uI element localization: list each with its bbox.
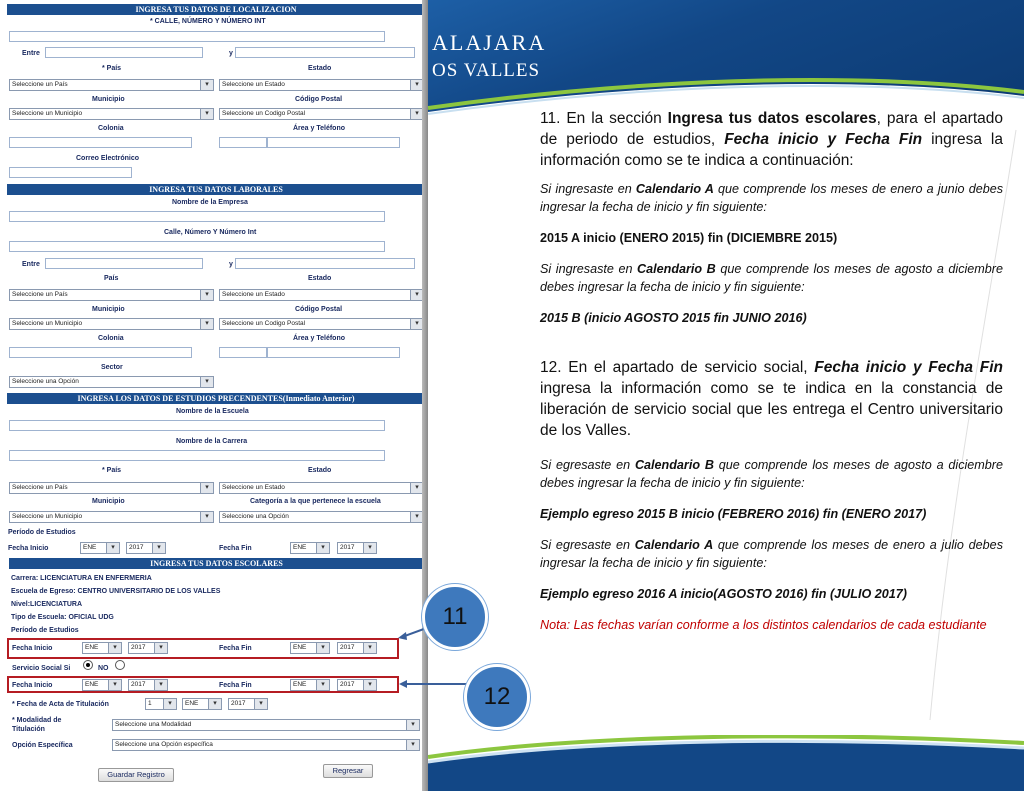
label-entre-lab: Entre bbox=[22, 261, 40, 268]
section-estudios-previos: INGRESA LOS DATOS DE ESTUDIOS PRECENDENTES(Inmediato Anterior) bbox=[7, 393, 425, 404]
anio-fin-ss-select[interactable]: 2017 ▾ bbox=[337, 679, 377, 691]
logo-text-line1: ALAJARA bbox=[432, 30, 547, 55]
egreso-a-example: Ejemplo egreso 2016 A inicio(AGOSTO 2016) fin (JULIO 2017) bbox=[540, 587, 907, 601]
label-y: y bbox=[229, 50, 233, 57]
label-estado-lab: Estado bbox=[308, 275, 332, 282]
opcion-select[interactable]: Seleccione una Opción específica ▾ bbox=[112, 739, 420, 751]
chevron-down-icon: ▾ bbox=[200, 80, 213, 90]
y-input[interactable] bbox=[235, 47, 415, 58]
chevron-down-icon: ▾ bbox=[154, 680, 167, 690]
municipio-select[interactable]: Seleccione un Municipio ▾ bbox=[9, 108, 214, 120]
chevron-down-icon: ▾ bbox=[363, 543, 376, 553]
header-banner bbox=[428, 0, 1024, 118]
anio-acta-select[interactable]: 2017 ▾ bbox=[228, 698, 268, 710]
label-pais-lab: País bbox=[104, 275, 119, 282]
servicio-no-radio[interactable] bbox=[115, 660, 125, 670]
section-laborales: INGRESA TUS DATOS LABORALES bbox=[7, 184, 425, 195]
cp-lab-select[interactable]: Seleccione un Codigo Postal ▾ bbox=[219, 318, 424, 330]
escuela-input[interactable] bbox=[9, 420, 385, 431]
mes-fin-ss-select[interactable]: ENE ▾ bbox=[290, 679, 330, 691]
label-escuela: Nombre de la Escuela bbox=[176, 408, 249, 415]
chevron-down-icon: ▾ bbox=[410, 483, 423, 493]
entre-lab-input[interactable] bbox=[45, 258, 203, 269]
telefono-lab-input[interactable] bbox=[267, 347, 400, 358]
info-tipo: Tipo de Escuela: OFICIAL UDG bbox=[11, 614, 114, 621]
registration-form-screenshot bbox=[0, 0, 428, 791]
chevron-down-icon: ▾ bbox=[406, 720, 419, 730]
estado-select[interactable]: Seleccione un Estado ▾ bbox=[219, 79, 424, 91]
label-servicio-social: Servicio Social Si bbox=[12, 665, 71, 672]
label-municipio: Municipio bbox=[92, 96, 125, 103]
y-lab-input[interactable] bbox=[235, 258, 415, 269]
label-fecha-inicio-esc: Fecha Inicio bbox=[12, 645, 53, 652]
colonia-input[interactable] bbox=[9, 137, 192, 148]
label-fecha-fin-ss: Fecha Fin bbox=[219, 682, 252, 689]
calendario-b-example: 2015 B (inicio AGOSTO 2015 fin JUNIO 2016) bbox=[540, 311, 807, 325]
header-wave-decoration bbox=[428, 0, 1024, 118]
dia-acta-select[interactable]: 1 ▾ bbox=[145, 698, 177, 710]
label-area-lab: Área y Teléfono bbox=[293, 335, 345, 342]
label-categoria: Categoría a la que pertenece la escuela bbox=[250, 498, 381, 505]
calendario-a-text: Si ingresaste en Calendario A que comprende los meses de enero a junio debes ingresar la fecha de inicio y fin siguiente: bbox=[540, 182, 1004, 214]
instruction-12: 12. En el apartado de servicio social, Fecha inicio y Fecha Fin ingresa la información como se te indica en la constancia de liberación de servicio social que les entrega el Centro universitario de los Valles. bbox=[540, 359, 1003, 439]
label-y-lab: y bbox=[229, 261, 233, 268]
chevron-down-icon: ▾ bbox=[152, 543, 165, 553]
chevron-down-icon: ▾ bbox=[363, 643, 376, 653]
label-no: NO bbox=[98, 665, 109, 672]
logo-text-line2: OS VALLES bbox=[432, 60, 541, 81]
chevron-down-icon: ▾ bbox=[254, 699, 267, 709]
label-carrera: Nombre de la Carrera bbox=[176, 438, 248, 445]
chevron-down-icon: ▾ bbox=[410, 512, 423, 522]
info-carrera: Carrera: LICENCIATURA EN ENFERMERIA bbox=[11, 575, 152, 582]
estado-lab-select[interactable]: Seleccione un Estado ▾ bbox=[219, 289, 424, 301]
info-periodo: Período de Estudios bbox=[11, 627, 79, 634]
label-cp-lab: Código Postal bbox=[295, 306, 343, 313]
chevron-down-icon: ▾ bbox=[410, 109, 423, 119]
label-estado: Estado bbox=[308, 65, 332, 72]
chevron-down-icon: ▾ bbox=[200, 290, 213, 300]
sector-select[interactable]: Seleccione una Opción ▾ bbox=[9, 376, 214, 388]
chevron-down-icon: ▾ bbox=[316, 643, 329, 653]
label-municipio-est: Municipio bbox=[92, 498, 125, 505]
chevron-down-icon: ▾ bbox=[406, 740, 419, 750]
egreso-b-text: Si egresaste en Calendario B que comprende los meses de agosto a diciembre debes ingresar la fecha de inicio y fin siguiente: bbox=[540, 458, 1003, 490]
pais-select[interactable]: Seleccione un País ▾ bbox=[9, 79, 214, 91]
chevron-down-icon: ▾ bbox=[154, 643, 167, 653]
chevron-down-icon: ▾ bbox=[363, 680, 376, 690]
chevron-down-icon: ▾ bbox=[316, 680, 329, 690]
chevron-down-icon: ▾ bbox=[410, 290, 423, 300]
guardar-registro-button[interactable]: Guardar Registro bbox=[98, 768, 174, 782]
info-nivel: Nivel:LICENCIATURA bbox=[11, 601, 83, 608]
footer-wave-decoration bbox=[428, 735, 1024, 791]
modalidad-select[interactable]: Seleccione una Modalidad ▾ bbox=[112, 719, 420, 731]
step-badge-11: 11 bbox=[422, 584, 488, 650]
label-colonia: Colonia bbox=[98, 125, 124, 132]
label-correo: Correo Electrónico bbox=[76, 155, 140, 162]
chevron-down-icon: ▾ bbox=[200, 512, 213, 522]
area-input[interactable] bbox=[219, 137, 267, 148]
label-opcion: Opción Específica bbox=[12, 742, 73, 749]
label-pais-est: * País bbox=[102, 467, 122, 474]
panel-shadow bbox=[422, 0, 428, 791]
label-pais: * País bbox=[102, 65, 122, 72]
egreso-a-text: Si egresaste en Calendario A que comprende los meses de enero a julio debes ingresar la fecha de inicio y fin siguiente: bbox=[540, 538, 1003, 570]
anio-inicio-est-select[interactable]: 2017 ▾ bbox=[126, 542, 166, 554]
label-codigo-postal: Código Postal bbox=[295, 96, 343, 103]
label-area-telefono: Área y Teléfono bbox=[293, 125, 345, 132]
section-escolares: INGRESA TUS DATOS ESCOLARES bbox=[9, 558, 424, 569]
chevron-down-icon: ▾ bbox=[200, 319, 213, 329]
colonia-lab-input[interactable] bbox=[9, 347, 192, 358]
servicio-si-radio[interactable] bbox=[83, 660, 93, 670]
chevron-down-icon: ▾ bbox=[163, 699, 176, 709]
label-sector: Sector bbox=[101, 364, 123, 371]
label-entre: Entre bbox=[22, 50, 40, 57]
empresa-input[interactable] bbox=[9, 211, 385, 222]
chevron-down-icon: ▾ bbox=[410, 319, 423, 329]
anio-inicio-esc-select[interactable]: 2017 ▾ bbox=[128, 642, 168, 654]
egreso-b-example: Ejemplo egreso 2015 B inicio (FEBRERO 2016) fin (ENERO 2017) bbox=[540, 507, 927, 521]
categoria-select[interactable]: Seleccione una Opción ▾ bbox=[219, 511, 424, 523]
chevron-down-icon: ▾ bbox=[200, 377, 213, 387]
note-text: Nota: Las fechas varían conforme a los distintos calendarios de cada estudiante bbox=[540, 618, 987, 632]
chevron-down-icon: ▾ bbox=[200, 109, 213, 119]
calendario-a-example: 2015 A inicio (ENERO 2015) fin (DICIEMBRE 2015) bbox=[540, 231, 838, 245]
label-fecha-acta: * Fecha de Acta de Titulación bbox=[12, 701, 109, 708]
label-periodo-est: Período de Estudios bbox=[8, 529, 76, 536]
carrera-input[interactable] bbox=[9, 450, 385, 461]
label-modalidad: * Modalidad de Titulación bbox=[12, 717, 62, 733]
label-calle: * CALLE, NÚMERO Y NÚMERO INT bbox=[150, 18, 266, 25]
mes-inicio-est-select[interactable]: ENE ▾ bbox=[80, 542, 120, 554]
municipio-est-select[interactable]: Seleccione un Municipio ▾ bbox=[9, 511, 214, 523]
pais-est-select[interactable]: Seleccione un País ▾ bbox=[9, 482, 214, 494]
telefono-input[interactable] bbox=[267, 137, 400, 148]
label-fecha-inicio-est: Fecha Inicio bbox=[8, 545, 49, 552]
chevron-down-icon: ▾ bbox=[208, 699, 221, 709]
regresar-button[interactable]: Regresar bbox=[323, 764, 373, 778]
label-fecha-fin-esc: Fecha Fin bbox=[219, 645, 252, 652]
entre-input[interactable] bbox=[45, 47, 203, 58]
label-estado-est: Estado bbox=[308, 467, 332, 474]
municipio-lab-select[interactable]: Seleccione un Municipio ▾ bbox=[9, 318, 214, 330]
estado-est-select[interactable]: Seleccione un Estado ▾ bbox=[219, 482, 424, 494]
mes-inicio-esc-select[interactable]: ENE ▾ bbox=[82, 642, 122, 654]
chevron-down-icon: ▾ bbox=[200, 483, 213, 493]
mes-inicio-ss-select[interactable]: ENE ▾ bbox=[82, 679, 122, 691]
chevron-down-icon: ▾ bbox=[108, 680, 121, 690]
label-fecha-fin-est: Fecha Fin bbox=[219, 545, 252, 552]
anio-inicio-ss-select[interactable]: 2017 ▾ bbox=[128, 679, 168, 691]
correo-input[interactable] bbox=[9, 167, 132, 178]
footer-banner bbox=[428, 735, 1024, 791]
instruction-11: 11. En la sección Ingresa tus datos escolares, para el apartado de periodo de estudios, Fecha inicio y Fecha Fin ingresa la información como se te indica a continuación: bbox=[540, 110, 1004, 169]
mes-fin-est-select[interactable]: ENE ▾ bbox=[290, 542, 330, 554]
label-colonia-lab: Colonia bbox=[98, 335, 124, 342]
calendario-b-text: Si ingresaste en Calendario B que comprende los meses de agosto a diciembre debes ingresar la fecha de inicio y fin siguiente: bbox=[540, 262, 1003, 294]
anio-fin-est-select[interactable]: 2017 ▾ bbox=[337, 542, 377, 554]
calle-lab-input[interactable] bbox=[9, 241, 385, 252]
step-badge-12: 12 bbox=[464, 664, 530, 730]
anio-fin-esc-select[interactable]: 2017 ▾ bbox=[337, 642, 377, 654]
chevron-down-icon: ▾ bbox=[106, 543, 119, 553]
chevron-down-icon: ▾ bbox=[410, 80, 423, 90]
pais-lab-select[interactable]: Seleccione un País ▾ bbox=[9, 289, 214, 301]
mes-acta-select[interactable]: ENE ▾ bbox=[182, 698, 222, 710]
area-lab-input[interactable] bbox=[219, 347, 267, 358]
chevron-down-icon: ▾ bbox=[108, 643, 121, 653]
codigo-postal-select[interactable]: Seleccione un Codigo Postal ▾ bbox=[219, 108, 424, 120]
mes-fin-esc-select[interactable]: ENE ▾ bbox=[290, 642, 330, 654]
instructions-panel bbox=[540, 108, 1003, 634]
info-escuela: Escuela de Egreso: CENTRO UNIVERSITARIO DE LOS VALLES bbox=[11, 588, 221, 595]
label-calle-lab: Calle, Número Y Número Int bbox=[164, 229, 257, 236]
chevron-down-icon: ▾ bbox=[316, 543, 329, 553]
section-localizacion: INGRESA TUS DATOS DE LOCALIZACION bbox=[7, 4, 425, 15]
label-empresa: Nombre de la Empresa bbox=[172, 199, 248, 206]
calle-input[interactable] bbox=[9, 31, 385, 42]
label-municipio-lab: Municipio bbox=[92, 306, 125, 313]
label-fecha-inicio-ss: Fecha Inicio bbox=[12, 682, 53, 689]
